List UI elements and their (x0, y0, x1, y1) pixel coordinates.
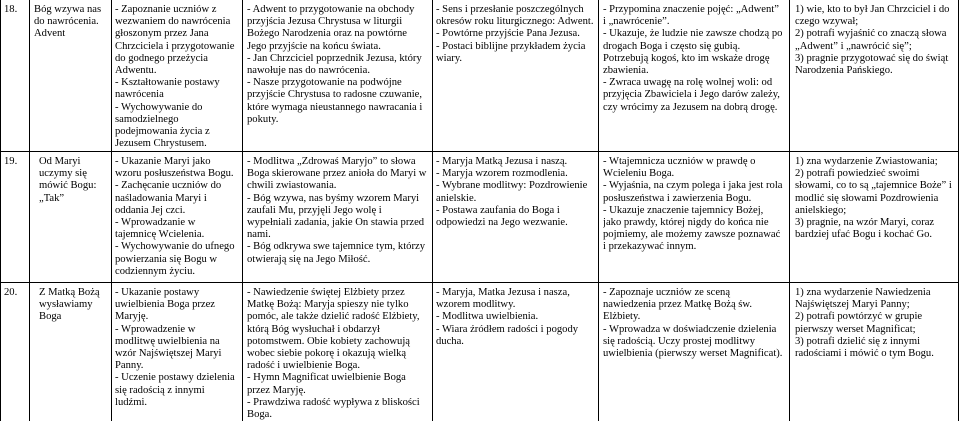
table-border-left (0, 0, 1, 421)
lesson-goals: - Ukazanie Maryi jako wzoru posłuszeństwa Bogu. - Zachęcanie uczniów do naśladowania Maryi i oddania Jej czci. - Wprowadzanie w tajemnicę Wcielenia. - Wychowywanie do ufnego powierzania się Bogu w codziennym życiu. (115, 156, 235, 277)
lesson-achievements: - Maryja Matką Jezusa i naszą. - Maryja wzorem rozmodlenia. - Wybrane modlitwy: Pozdrowienie anielskie. - Postawa zaufania do Boga i odpowiedzi na Jego wezwanie. (436, 156, 588, 229)
lesson-topic: Bóg wzywa nas do nawrócenia. Advent (34, 4, 102, 40)
lesson-content: - Modlitwa „Zdrowaś Maryjo” to słowa Boga skierowane przez anioła do Maryi w chwili zwiastowania. - Bóg wzywa, nas byśmy wzorem Maryi zaufali Mu, przyjęli Jego wolę i wypełniali zadania, jakie On stawia przed nami. - Bóg odkrywa swe tajemnice tym, którzy otwierają się na Jego Miłość. (247, 156, 427, 265)
lesson-goals: - Ukazanie postawy uwielbienia Boga przez Maryję. - Wprowadzenie w modlitwę uwielbienia na wzór Najświętszej Maryi Panny. - Uczenie postawy dzielenia się radością z innymi ludźmi. (115, 287, 235, 408)
lesson-outcomes: 1) zna wydarzenie Nawiedzenia Najświętszej Maryi Panny; 2) potrafi powtórzyć w grupie pierwszy werset Magnificat; 3) potrafi dzielić się z innymi radościami i mówić o tym Bogu. (795, 287, 934, 360)
column-divider (432, 0, 433, 421)
lesson-methods: - Wtajemnicza uczniów w prawdę o Wcieleniu Boga. - Wyjaśnia, na czym polega i jaka jest rola posłuszeństwa i zawierzenia Bogu. - Ukazuje znaczenie tajemnicy Bożej, jako prawdy, której nigdy do końca nie pojmiemy, ale możemy zawsze poznawać i przekazywać innym. (603, 156, 783, 253)
lesson-topic: Z Matką Bożą wysławiamy Boga (39, 287, 100, 323)
column-divider (111, 0, 112, 421)
lesson-achievements: - Maryja, Matka Jezusa i nasza, wzorem modlitwy. - Modlitwa uwielbienia. - Wiara źródłem radości i pogody ducha. (436, 287, 579, 347)
column-divider (598, 0, 599, 421)
lesson-outcomes: 1) zna wydarzenie Zwiastowania; 2) potrafi powiedzieć swoimi słowami, co to są „tajemnice Boże” i modlić się słowami Pozdrowienia anielskiego; 3) pragnie, na wzór Maryi, coraz bardziej ufać Bogu i kochać Go. (795, 156, 952, 241)
lesson-goals: - Zapoznanie uczniów z wezwaniem do nawrócenia głoszonym przez Jana Chrzciciela i przygotowanie do godnego przeżycia Adwentu. - Kształtowanie postawy nawrócenia - Wychowywanie do samodzielnego podejmowania życia z Jezusem Chrystusem. (115, 4, 235, 150)
lesson-methods: - Zapoznaje uczniów ze sceną nawiedzenia przez Matkę Bożą św. Elżbiety. - Wprowadza w doświadczenie dzielenia się radością. Uczy prostej modlitwy uwielbienia (pierwszy werset Magnificat). (603, 287, 783, 360)
lesson-methods: - Przypomina znaczenie pojęć: „Adwent” i „nawrócenie”. - Ukazuje, że ludzie nie zawsze chodzą po drogach Boga i często się gubią. Potrzebują kogoś, kto im wskaże drogę zbawienia. - Zwraca uwagę na rolę wolnej woli: od przyjęcia Zbawiciela i Jego darów zależy, czy wrócimy za Jezusem na dobrą drogę. (603, 4, 783, 113)
lesson-number: 20. (4, 287, 18, 298)
lesson-number: 19. (4, 156, 18, 167)
row-divider (0, 282, 959, 283)
lesson-achievements: - Sens i przesłanie poszczególnych okresów roku liturgicznego: Adwent. - Powtórne przyjście Pana Jezusa. - Postaci biblijne przykładem życia wiary. (436, 4, 594, 64)
column-divider (789, 0, 790, 421)
lesson-content: - Nawiedzenie świętej Elżbiety przez Matkę Bożą: Maryja spieszy nie tylko pomóc, ale także dzielić radość Elżbiety, którą Bóg wysłuchał i obdarzył potomstwem. Obie kobiety zachowują wobec siebie pokorę i okazują wielką radość i uwielbienie Boga. - Hymn Magnificat uwielbienie Boga przez Maryję. - Prawdziwa radość wypływa z bliskości Boga. (247, 287, 420, 421)
column-divider (242, 0, 243, 421)
lesson-content: - Adwent to przygotowanie na obchody przyjścia Jezusa Chrystusa w liturgii Bożego Narodzenia oraz na powtórne Jego przyjście na końcu świata. - Jan Chrzciciel poprzednik Jezusa, który nawołuje nas do nawrócenia. - Nasze przygotowanie na podwójne przyjście Chrystusa to radosne czuwanie, które wymaga nieustannego nawracania i pokuty. (247, 4, 423, 125)
lesson-number: 18. (4, 4, 18, 15)
lesson-topic: Od Maryi uczymy się mówić Bogu: „Tak” (39, 156, 97, 204)
column-divider (29, 0, 30, 421)
lesson-outcomes: 1) wie, kto to był Jan Chrzciciel i do czego wzywał; 2) potrafi wyjaśnić co znaczą słowa „Adwent” i „nawrócić się”; 3) pragnie przygotować się do świąt Narodzenia Pańskiego. (795, 4, 950, 77)
